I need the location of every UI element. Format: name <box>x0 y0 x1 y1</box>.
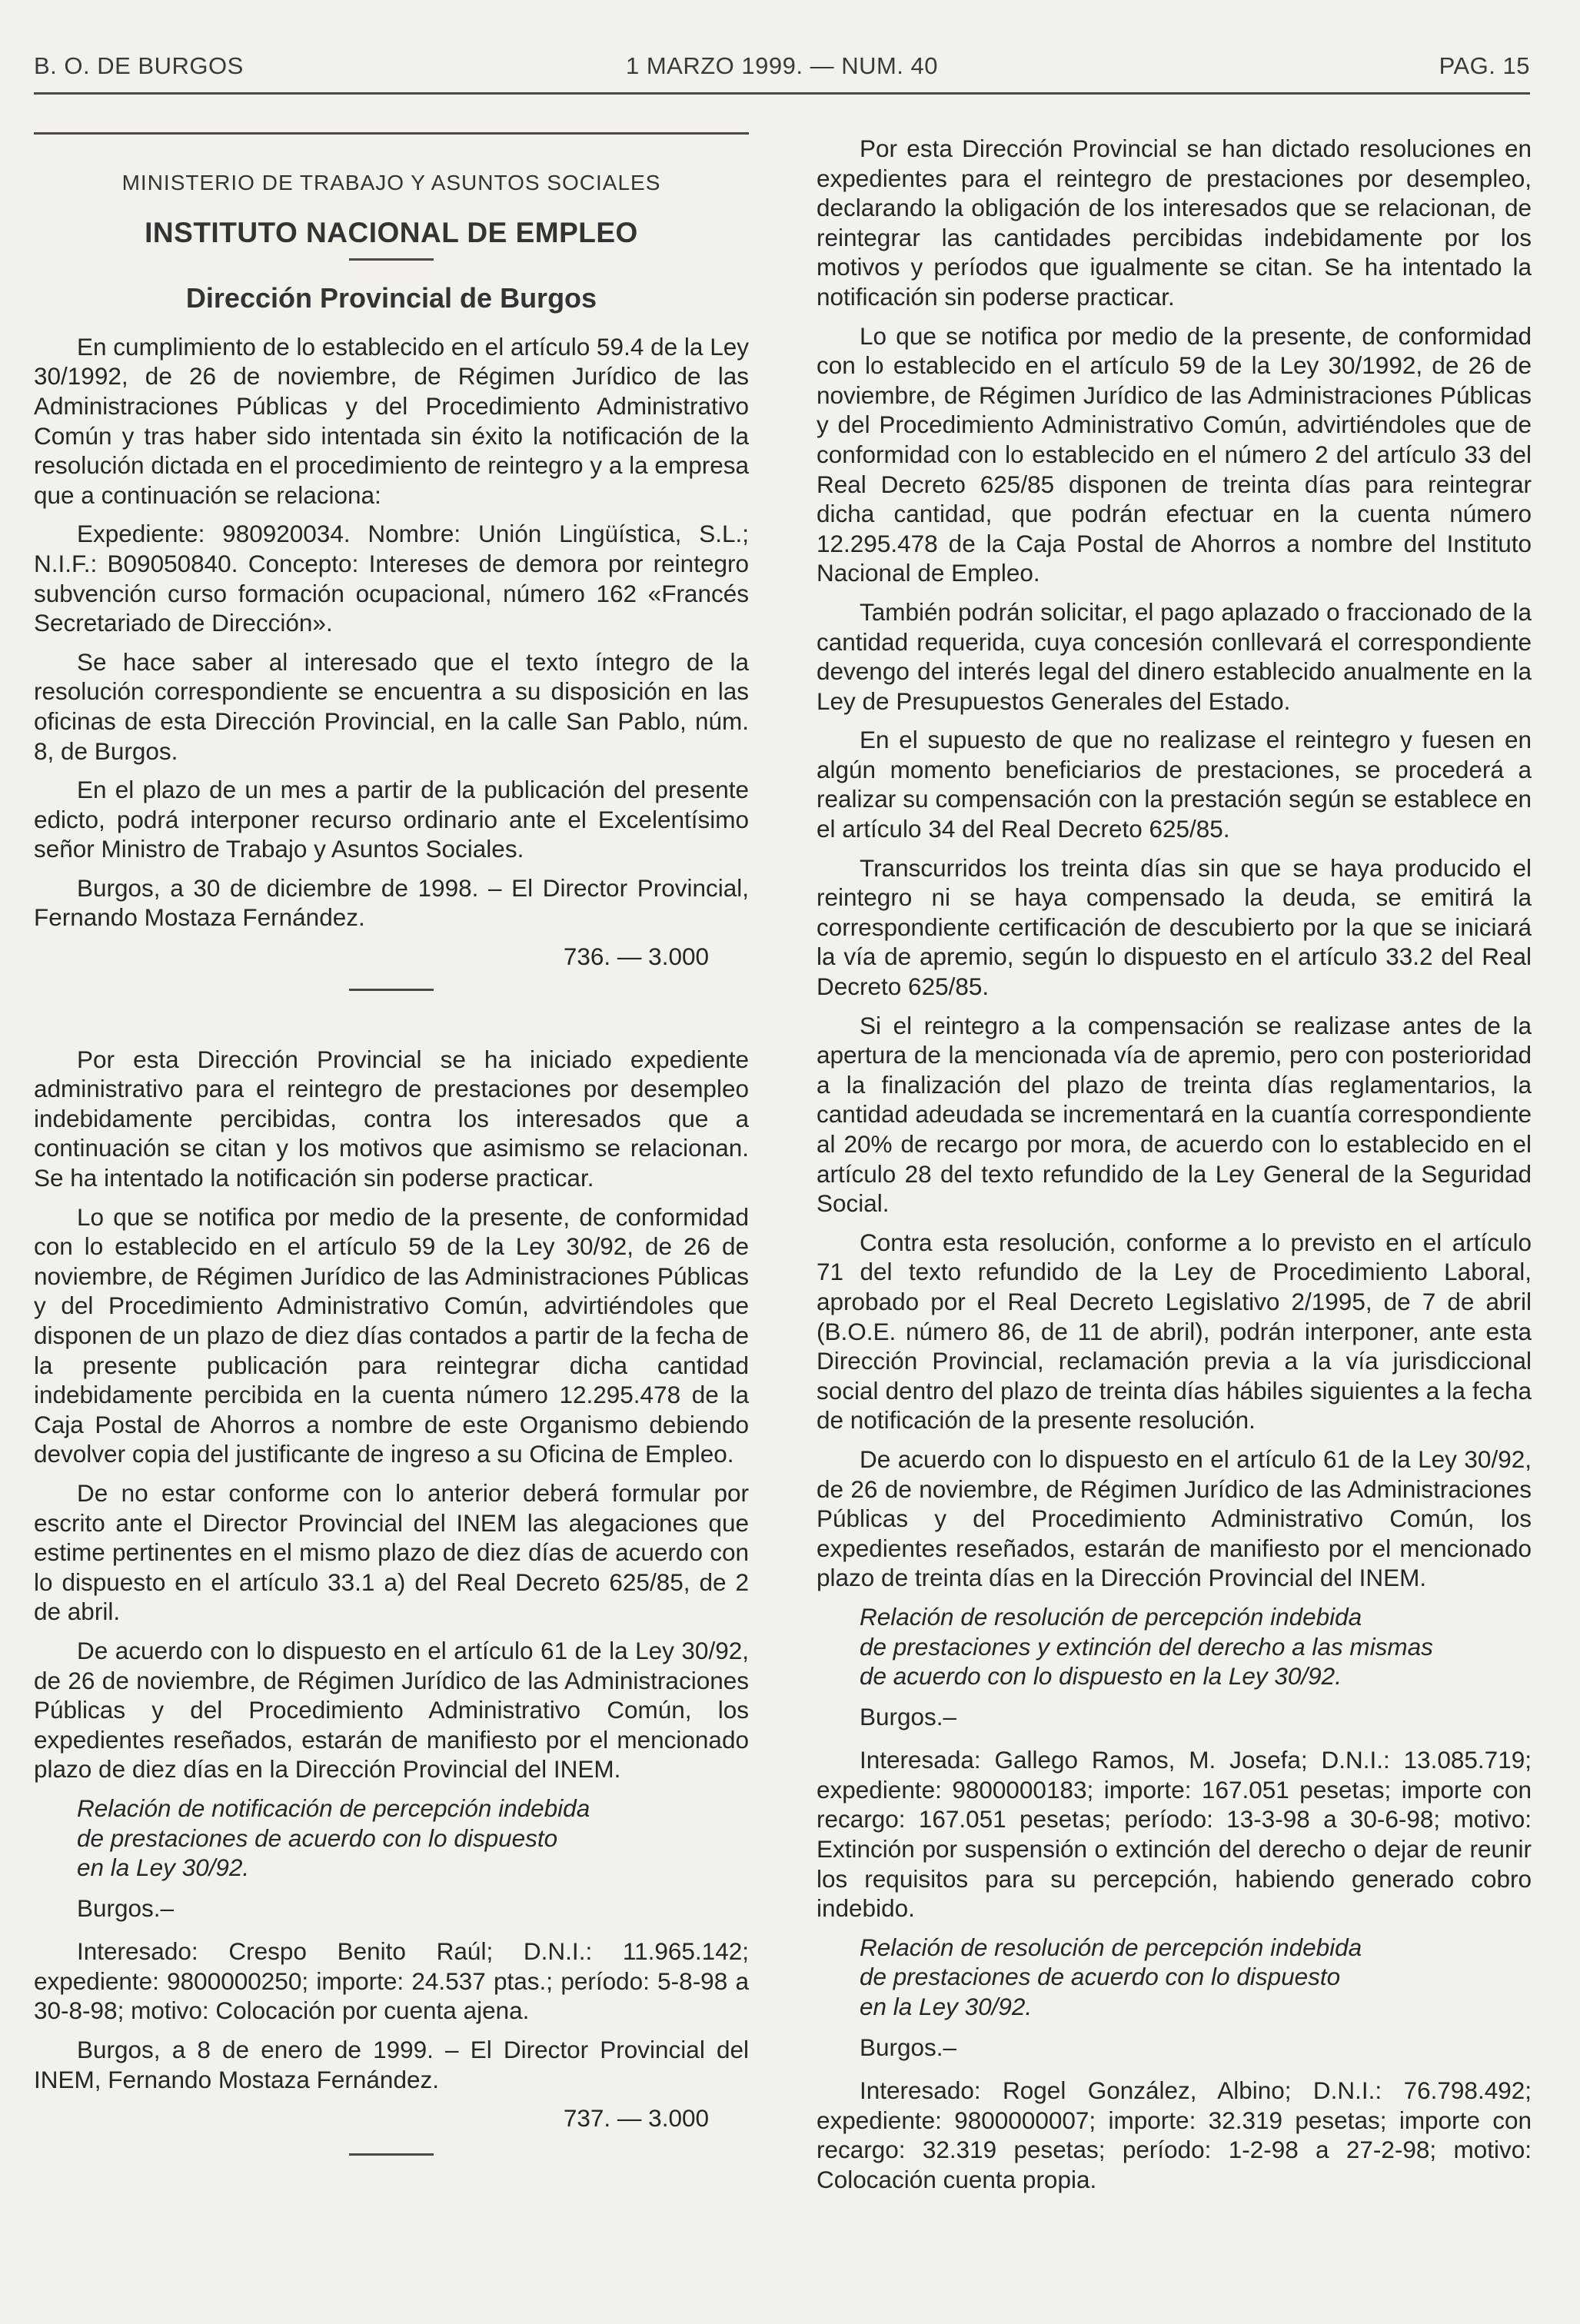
relation-title-line: en la Ley 30/92. <box>860 1993 1033 2021</box>
relation-title-line: de acuerdo con lo dispuesto en la Ley 30/92. <box>860 1662 1342 1691</box>
paragraph: Contra esta resolución, conforme a lo previsto en el artículo 71 del texto refundido de la Ley de Procedimiento Laboral, aprobado por el Real Decreto Legislativo 2/1995, de 7 de abril (B.O.E. número 86, de 11 de abril), podrán interponer, ante esta Dirección Provincial, reclamación previa a la vía jurisdiccional social dentro del plazo de treinta días hábiles siguientes a la fecha de notificación de la presente resolución. <box>817 1228 1532 1435</box>
city-label: Burgos.– <box>860 2033 957 2061</box>
header-rule <box>34 92 1530 95</box>
page-header <box>34 48 1530 86</box>
relation-title <box>817 1933 1532 2022</box>
publication-name: B. O. DE BURGOS <box>34 52 244 79</box>
paragraph: Si el reintegro a la compensación se realizase antes de la apertura de la mencionada vía de apremio, pero con posterioridad a la finalización del plazo de treinta días reglamentarios, la cantidad adeudada se incrementará en la cuantía correspondiente al 20% de recargo por mora, de acuerdo con lo establecido en el artículo 28 del texto refundido de la Ley General de la Seguridad Social. <box>817 1011 1532 1218</box>
separator-rule <box>349 989 434 991</box>
page-number: PAG. 15 <box>1439 52 1530 79</box>
paragraph: De no estar conforme con lo anterior deberá formular por escrito ante el Director Provincial del INEM las alegaciones que estime pertinentes en el mismo plazo de diez días de acuerdo con lo dispuesto en el artículo 33.1 a) del Real Decreto 625/85, de 2 de abril. <box>34 1478 749 1626</box>
paragraph: Por esta Dirección Provincial se ha iniciado expediente administrativo para el reintegro de prestaciones por desempleo indebidamente percibidas, contra los interesados que a continuación se citan y los motivos que asimismo se relacionan. Se ha intentado la notificación sin poderse practicar. <box>34 1045 749 1192</box>
signature-paragraph: Burgos, a 30 de diciembre de 1998. – El Director Provincial, Fernando Mostaza Fernández. <box>34 873 749 932</box>
left-column <box>34 132 749 2156</box>
relation-title <box>34 1794 749 1883</box>
paragraph: Transcurridos los treinta días sin que se haya producido el reintegro ni se haya compensado la deuda, se emitirá la correspondiente certificación de descubierto por la que se iniciará la vía de apremio, según lo dispuesto en el artículo 33.2 del Real Decreto 625/85. <box>817 853 1532 1001</box>
paragraph: Se hace saber al interesado que el texto íntegro de la resolución correspondiente se encuentra a su disposición en las oficinas de esta Dirección Provincial, en la calle San Pablo, núm. 8, de Burgos. <box>34 647 749 765</box>
relation-title <box>817 1602 1532 1691</box>
paragraph: Expediente: 980920034. Nombre: Unión Lingüística, S.L.; N.I.F.: B09050840. Concepto: Intereses de demora por reintegro subvención curso formación ocupacional, número 162 «Francés Secretariado de Dirección». <box>34 520 749 637</box>
paragraph: Lo que se notifica por medio de la presente, de conformidad con lo establecido en el artículo 59 de la Ley 30/92, de 26 de noviembre, de Régimen Jurídico de las Administraciones Públicas y del Procedimiento Administrativo Común, advirtiéndoles que disponen de un plazo de diez días contados a partir de la fecha de la presente publicación para reintegrar dicha cantidad indebidamente percibida en la cuenta número 12.295.478 de la Caja Postal de Ahorros a nombre de este Organismo debiendo devolver copia del justificante de ingreso a su Oficina de Empleo. <box>34 1202 749 1468</box>
paragraph: En cumplimiento de lo establecido en el artículo 59.4 de la Ley 30/1992, de 26 de noviembre, de Régimen Jurídico de las Administraciones Públicas y del Procedimiento Administrativo Común y tras haber sido intentada sin éxito la notificación de la resolución dictada en el procedimiento de reintegro y a la empresa que a continuación se relaciona: <box>34 332 749 509</box>
heading-rule <box>349 258 434 261</box>
paragraph: De acuerdo con lo dispuesto en el artículo 61 de la Ley 30/92, de 26 de noviembre, de Régimen Jurídico de las Administraciones Públicas y del Procedimiento Administrativo Común, los expedientes reseñados, estarán de manifiesto por el mencionado plazo de treinta días en la Dirección Provincial del INEM. <box>817 1445 1532 1592</box>
paragraph: Por esta Dirección Provincial se han dictado resoluciones en expedientes para el reintegro de prestaciones por desempleo, declarando la obligación de los interesados que se relacionan, de reintegrar las cantidades percibidas indebidamente por los motivos y períodos que igualmente se citan. Se ha intentado la notificación sin poderse practicar. <box>817 135 1532 311</box>
ministry-heading: MINISTERIO DE TRABAJO Y ASUNTOS SOCIALES <box>121 171 661 194</box>
reference-number: 737. — 3.000 <box>563 2104 709 2133</box>
paragraph: De acuerdo con lo dispuesto en el artículo 61 de la Ley 30/92, de 26 de noviembre, de Régimen Jurídico de las Administraciones Públicas y del Procedimiento Administrativo Común, los expedientes reseñados, estarán de manifiesto por el mencionado plazo de diez días en la Dirección Provincial del INEM. <box>34 1636 749 1784</box>
relation-title-line: Relación de notificación de percepción indebida <box>77 1794 590 1822</box>
section-heading: Dirección Provincial de Burgos <box>185 282 597 314</box>
relation-title-line: en la Ley 30/92. <box>77 1854 250 1882</box>
paragraph: En el plazo de un mes a partir de la publicación del presente edicto, podrá interponer recurso ordinario ante el Excelentísimo señor Ministro de Trabajo y Asuntos Sociales. <box>34 776 749 863</box>
issue-date: 1 MARZO 1999. — NUM. 40 <box>625 52 938 79</box>
column-top-rule <box>34 132 749 135</box>
relation-title-line: de prestaciones de acuerdo con lo dispuesto <box>77 1824 558 1852</box>
interested-entry: Interesado: Rogel González, Albino; D.N.I.: 76.798.492; expediente: 9800000007; importe: 32.319 pesetas; importe con recargo: 32.319 pesetas; período: 1-2-98 a 27-2-98; motivo: Colocación cuenta propia. <box>817 2076 1532 2193</box>
paragraph: En el supuesto de que no realizase el reintegro y fuesen en algún momento beneficiarios de prestaciones, se procederá a realizar su compensación con la prestación según se establece en el artículo 34 del Real Decreto 625/85. <box>817 726 1532 843</box>
reference-number: 736. — 3.000 <box>563 943 709 971</box>
signature-paragraph: Burgos, a 8 de enero de 1999. – El Director Provincial del INEM, Fernando Mostaza Fernández. <box>34 2036 749 2093</box>
interested-entry: Interesado: Crespo Benito Raúl; D.N.I.: 11.965.142; expediente: 9800000250; importe: 24.537 ptas.; período: 5-8-98 a 30-8-98; motivo: Colocación por cuenta ajena. <box>34 1937 749 2025</box>
relation-title-line: de prestaciones y extinción del derecho a las mismas <box>860 1632 1433 1661</box>
city-label: Burgos.– <box>860 1702 957 1731</box>
right-column <box>817 134 1532 2204</box>
relation-title-line: Relación de resolución de percepción indebida <box>860 1933 1362 1961</box>
relation-title-line: Relación de resolución de percepción indebida <box>860 1602 1362 1631</box>
city-label: Burgos.– <box>77 1893 175 1922</box>
paragraph: También podrán solicitar, el pago aplazado o fraccionado de la cantidad requerida, cuya concesión conllevará el correspondiente devengo del interés legal del dinero establecido anualmente en la Ley de Presupuestos Generales del Estado. <box>817 597 1532 715</box>
interested-entry: Interesada: Gallego Ramos, M. Josefa; D.N.I.: 13.085.719; expediente: 9800000183; importe: 167.051 pesetas; importe con recargo: 167.051 pesetas; período: 13-3-98 a 30-6-98; motivo: Extinción por suspensión o extinción del derecho o dejar de reunir los requisitos para su percepción, habiendo generado cobro indebido. <box>817 1746 1532 1923</box>
institute-heading: INSTITUTO NACIONAL DE EMPLEO <box>145 216 638 248</box>
paragraph: Lo que se notifica por medio de la presente, de conformidad con lo establecido en el artículo 59 de la Ley 30/1992, de 26 de noviembre, de Régimen Jurídico de las Administraciones Públicas y del Procedimiento Administrativo Común, advirtiéndoles que de conformidad con lo establecido en el número 2 del artículo 33 del Real Decreto 625/85 disponen de treinta días para reintegrar dicha cantidad, que podrán efectuar en la cuenta número 12.295.478 de la Caja Postal de Ahorros a nombre del Instituto Nacional de Empleo. <box>817 321 1532 587</box>
separator-rule <box>349 2153 434 2156</box>
relation-title-line: de prestaciones de acuerdo con lo dispuesto <box>860 1963 1341 1991</box>
